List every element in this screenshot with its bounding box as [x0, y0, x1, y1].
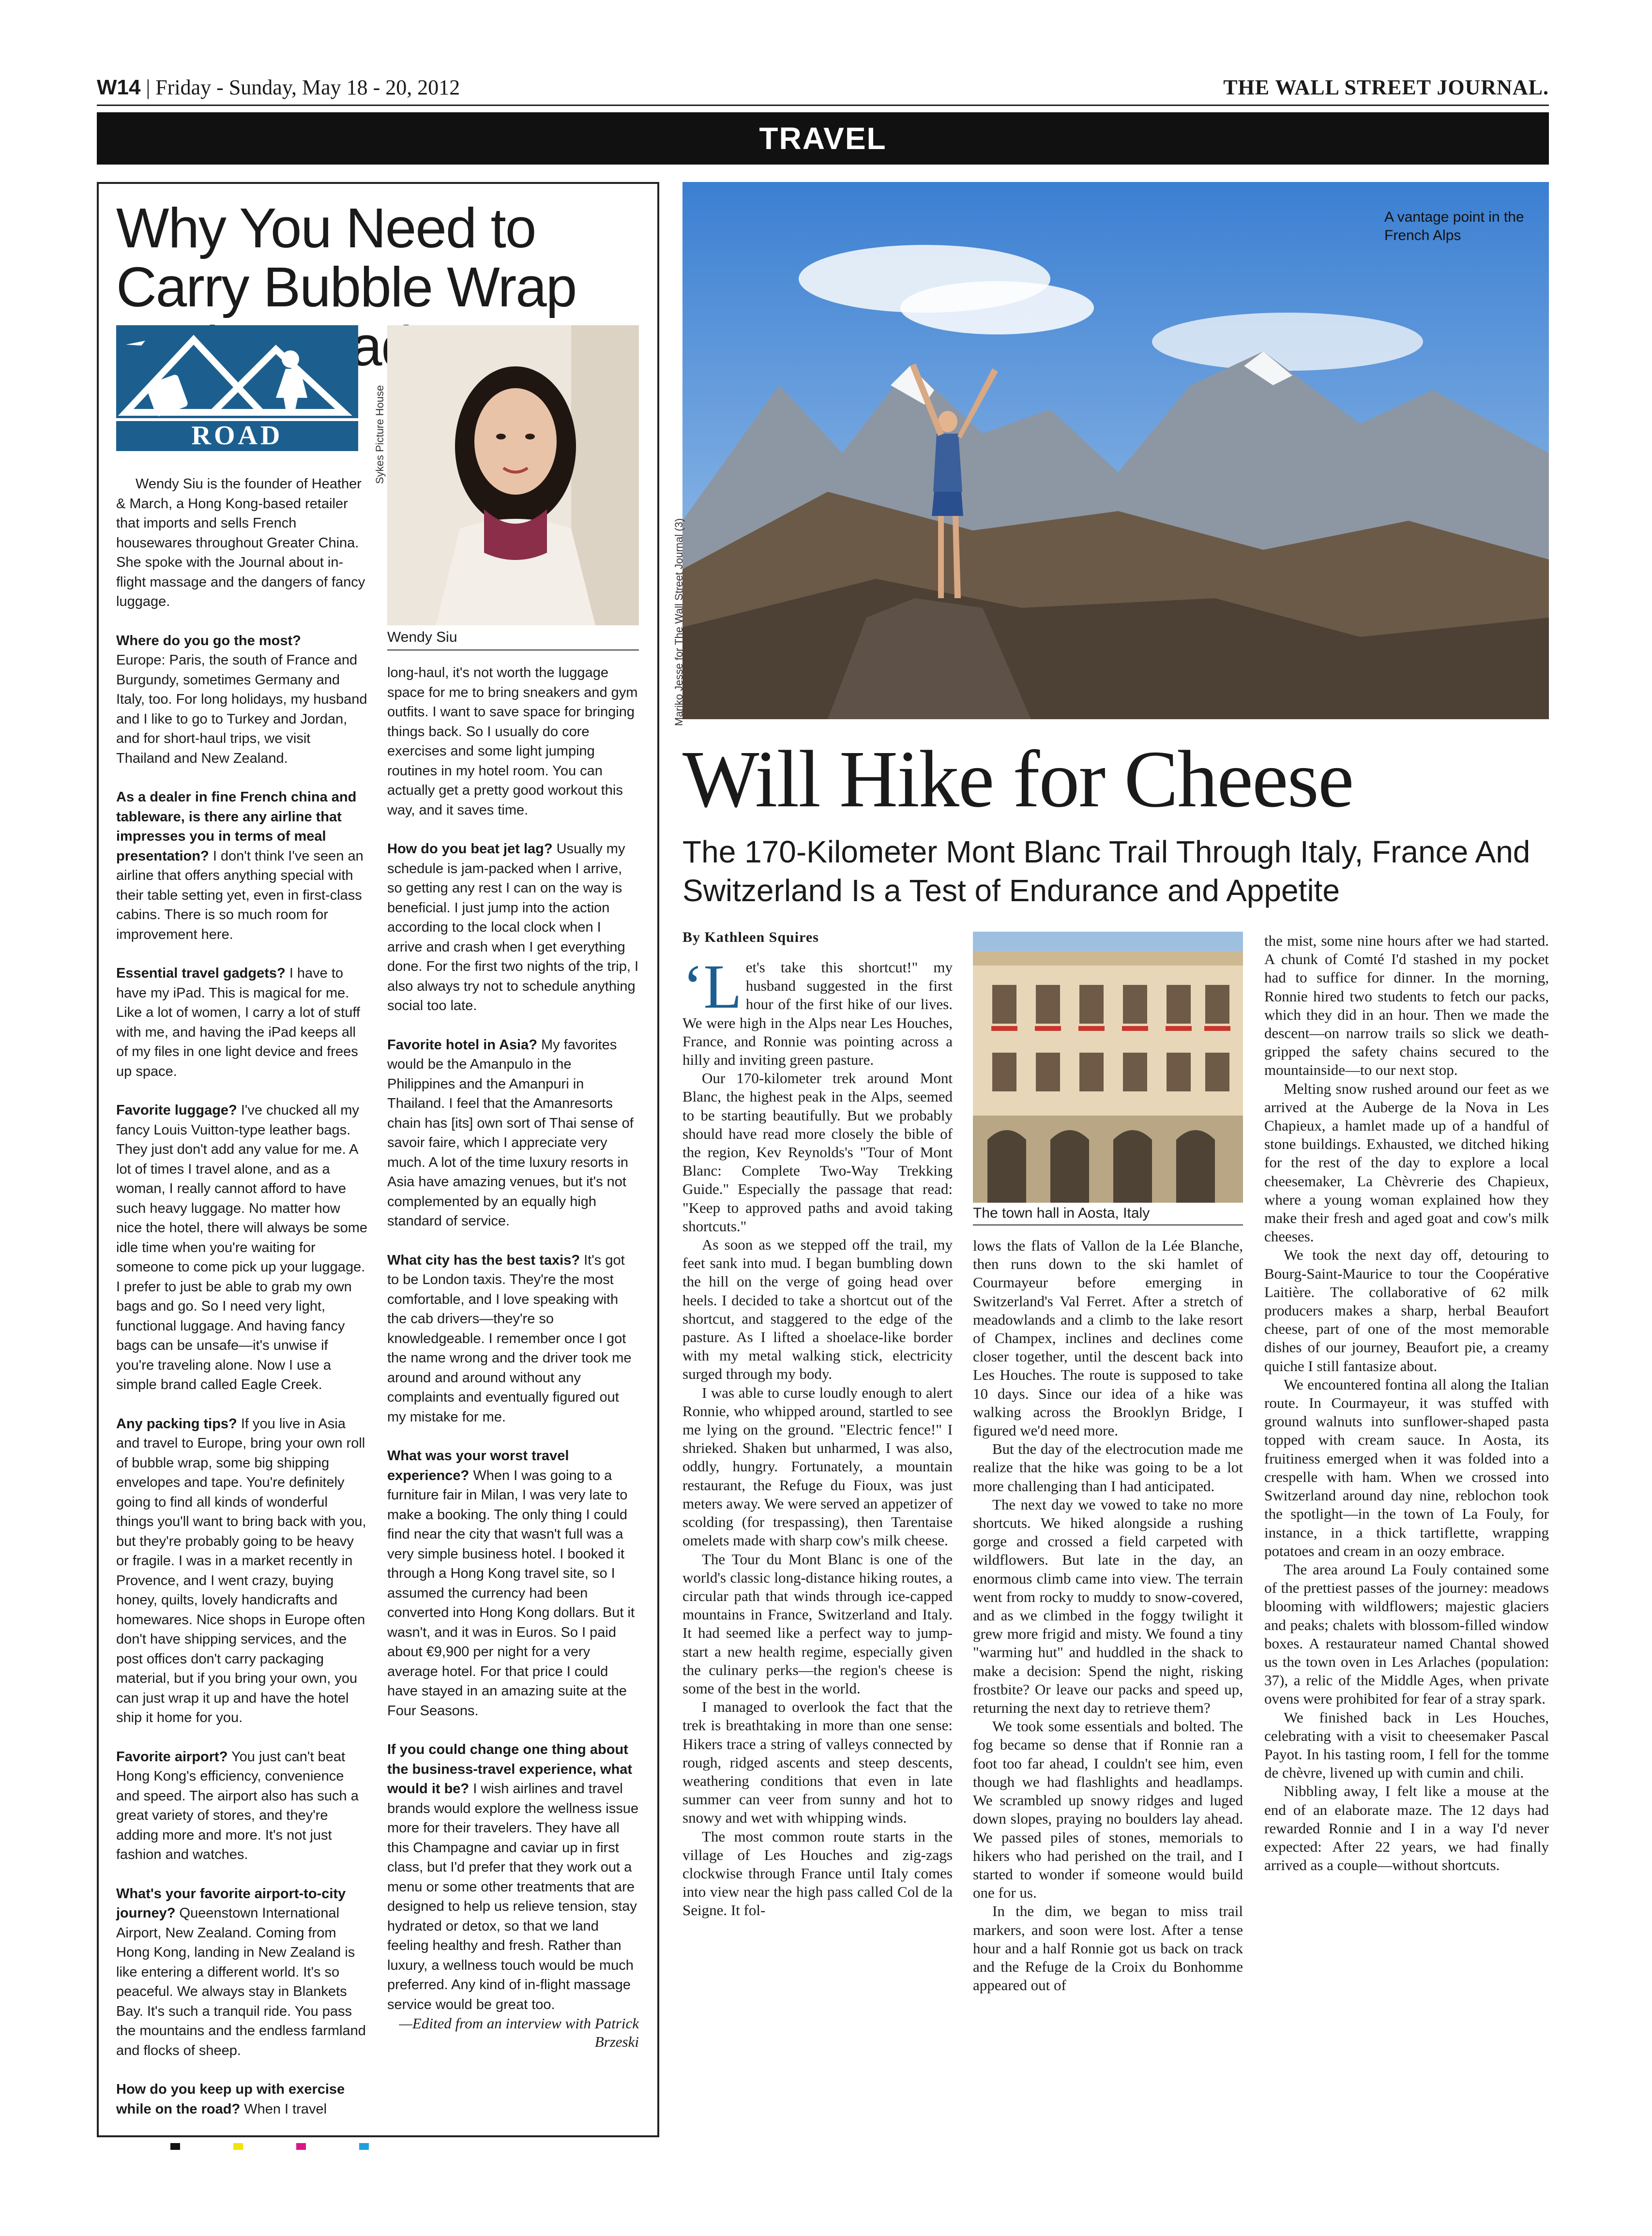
- road-warrior-label: ROAD WARRIOR: [116, 418, 358, 451]
- qa-item: Favorite airport? You just can't beat Hong Kong's efficiency, convenience and speed. The airport also has such a great variety of stores, and they're adding more and more. It's not just fashion and watches.: [116, 1749, 359, 1862]
- qa-continuation: long-haul, it's not worth the luggage space for me to bring sneakers and gym outfits. I want to save space for bringing things back. So I usually do core exercises and some light jumping routines in my hotel room. You can actually get a pretty good workout this way, and it saves time.: [387, 665, 638, 818]
- article-column-2: [973, 1237, 1243, 1994]
- qa-item: If you could change one thing about the business-travel experience, what would it be? I wish airlines and travel brands would explore the wellness issue more for their travelers. They have all this Champagne and caviar up in first class, but I'd prefer that they work out a menu or some other treatments that are designed to help us relieve tension, stay hydrated or detox, so that we land feeling healthy and fresh. Rather than luxury, a wellness touch would be much preferred. Any kind of in-flight massage service would be great too.: [387, 1742, 639, 2012]
- registration-mark: [296, 2143, 306, 2150]
- article-paragraph: Melting snow rushed around our feet as we arrived at the Auberge de la Nova in Les Chapieux, a hamlet made up of a handful of stone buildings. Exhausted, we ditched hiking for the rest of the day to explore a local cheesemaker, La Chèvrerie des Chapieux, where a young woman explained how they make their fresh and aged goat and cow's milk cheeses.: [1264, 1080, 1549, 1245]
- qa-item: Favorite luggage? I've chucked all my fancy Louis Vuitton-type leather bags. They just don't add any value for me. A lot of times I travel alone, and as a woman, I really cannot afford to have such heavy luggage. No matter how nice the hotel, there will always be some idle time when you're waiting for someone to come pick up your luggage. I prefer to just be able to grab my own bags and go. So I need very light, functional luggage. And having fancy bags can be unsafe—it's unwise if you're traveling alone. Now I use a simple brand called Eagle Creek.: [116, 1103, 368, 1392]
- article-paragraph: Our 170-kilometer trek around Mont Blanc, the highest peak in the Alps, seemed to be starting beautifully. But we probably should have read more closely the bible of the region, Kev Reynolds's "Tour of Mont Blanc: Complete Two-Way Trekking Guide." Especially the passage that read: "Keep to approved paths and avoid taking shortcuts.": [682, 1070, 953, 1235]
- article-paragraph: The area around La Fouly contained some of the prettiest passes of the journey: meadows blooming with wildflowers; majestic glaciers and peaks; chalets with blossom-filled window boxes. A restaurateur named Chantal showed us the town oven in Les Arlaches (population: 37), a relic of the Middle Ages, when private ovens were prohibited for fear of a stray spark.: [1264, 1560, 1549, 1707]
- hero-photo: [682, 182, 1549, 719]
- qa-item: How do you beat jet lag? Usually my schedule is jam-packed when I arrive, so getting any rest I can on the way is beneficial. I just jump into the action according to the local clock when I arrive and crash when I get everything done. For the first two nights of the trip, I also always try not to schedule anything social too late.: [387, 841, 639, 1013]
- article-column-1: ‘Let's take this shortcut!" my husband suggested in the first hour of the first hike of our lives. We were high in the Alps near Les Houches, France, and Ronnie was pointing across a hilly and inviting green pasture. Our 170-kilometer trek around Mont Blanc, the highest peak in the Alps, seemed to be starting beautifully. But we probably should have read more closely the bible of the region, Kev Reynolds's "Tour of Mont Blanc: Complete Two-Way Trekking Guide." Especially the passage that read: "Keep to approved paths and avoid taking shortcuts." As soon as we stepped off the trail, my feet sank into mud. I began bumbling down the hill on the verge of going head over heels. I decided to take a shortcut out of the shortcut, and staggered to the edge of the pasture. As I lifted a shoelace-like border with my metal walking stick, electricity surged through my body. I was able to curse loudly enough to alert Ronnie, who whipped around, startled to see me lying on the ground. "Electric fence!" I shrieked. Shaken but unharmed, I was also, oddly, hungry. Fortunately, a mountain restaurant, the Refuge du Fioux, was just meters away. We were served an appetizer of scolding (for trespassing), then Tarentaise omelets made with sharp cow's milk cheese. The Tour du Mont Blanc is one of the world's classic long-distance hiking routes, a circular path that winds through ice-capped mountains in France, Switzerland and Italy. It had seemed like a perfect way to jump-start a new health regime, especially given the culinary perks—the region's cheese is some of the best in the world. I managed to overlook the fact that the trek is breathtaking in more than one sense: Hikers trace a string of valleys connected by rough, ridged ascents and steep descents, weathering conditions that even in late summer can veer from sunny and hot to snowy and wet with whipping winds. The most common route starts in the village of Les Houches and zig-zags clockwise through France until Italy comes into view near the high pass called Col de la Seigne. It fol-: [682, 958, 953, 1920]
- photo-caption: Wendy Siu: [387, 629, 639, 650]
- article-paragraph: The next day we vowed to take no more shortcuts. We hiked alongside a rushing gorge and crossed a field carpeted with wildflowers. But late in the day, an enormous climb came into view. The terrain went from rocky to muddy to snow-covered, and as we climbed in the foggy twilight it grew more frigid and misty. We found a tiny "warming hut" and huddled in the shack to make a decision: Spend the night, risking frostbite? Or leave our packs and speed up, returning the next day to retrieve them?: [973, 1496, 1243, 1717]
- article-paragraph: Nibbling away, I felt like a mouse at the end of an elaborate maze. The 12 days had rewarded Ronnie and I in a way I'd never expected: After 22 years, we had finally arrived as a couple—without shortcuts.: [1264, 1783, 1549, 1874]
- registration-mark: [359, 2143, 369, 2150]
- article-paragraph: We finished back in Les Houches, celebrating with a visit to cheesemaker Pascal Payot. In his tasting room, I fell for the tomme de chèvre, livened up with cumin and chili.: [1264, 1708, 1549, 1782]
- registration-mark: [170, 2143, 180, 2150]
- folio-date: W14 | Friday - Sunday, May 18 - 20, 2012: [97, 76, 460, 99]
- feature-deck: The 170-Kilometer Mont Blanc Trail Through Italy, France And Switzerland Is a Test of Endurance and Appetite: [682, 834, 1531, 908]
- registration-mark: [233, 2143, 243, 2150]
- article-paragraph: In the dim, we began to miss trail markers, and soon were lost. After a tense hour and a half Ronnie got us back on track and the Refuge de la Croix du Bonhomme appeared out of: [973, 1903, 1243, 1994]
- article-paragraph: We took the next day off, detouring to Bourg-Saint-Maurice to tour the Coopérative Laitière. The collaborative of 62 milk producers makes a sharp, herbal Beaufort cheese, part of one of the most memorable dishes of our journey, Beaufort pie, a creamy quiche I still fantasize about.: [1264, 1246, 1549, 1375]
- traveler-icon: [116, 325, 358, 418]
- qa-item: What was your worst travel experience? When I was going to a furniture fair in Milan, I was very late to make a booking. The only thing I could find near the city that wasn't full was a very simple business hotel. I booked it through a Hong Kong travel site, so I assumed the currency had been converted into Hong Kong dollars. But it wasn't, and it was in Euros. So I paid about €9,900 per night for a very average hotel. For that price I could have stayed in an amazing suite at the Four Seasons.: [387, 1448, 635, 1719]
- signoff: —Edited from an interview with Patrick Brzeski: [399, 2015, 639, 2050]
- sidebar-column-2: [387, 663, 639, 2051]
- qa-item: Any packing tips? If you live in Asia and travel to Europe, bring your own roll of bubble wrap, some big shipping envelopes and tape. You're definitely going to find all kinds of wonderful things you'll want to bring back with you, but they're probably going to be heavy or fragile. I was in a market recently in Provence, and I went crazy, buying honey, quilts, lovely handicrafts and homewares. Nice shops in Europe often don't have shipping services, and the post offices don't carry packaging material, but if you bring your own, you can just wrap it up and have the hotel ship it home for you.: [116, 1416, 366, 1725]
- article-paragraph: But the day of the electrocution made me realize that the hike was going to be a lot more challenging than I had anticipated.: [973, 1440, 1243, 1495]
- hero-photo-credit: Mariko Jesse for The Wall Street Journal (3): [673, 518, 685, 726]
- section-header: TRAVEL: [97, 112, 1549, 165]
- hero-caption: A vantage point in the French Alps: [1384, 209, 1524, 243]
- qa-item: Essential travel gadgets? I have to have my iPad. This is magical for me. Like a lot of women, I carry a lot of stuff with me, and having the iPad keeps all of my files in one light device and frees up space.: [116, 966, 360, 1079]
- article-column-3: [1264, 932, 1549, 1874]
- photo-credit: Sykes Picture House: [374, 385, 386, 484]
- masthead-name: THE WALL STREET JOURNAL.: [1223, 76, 1549, 99]
- qa-item: How do you keep up with exercise while on the road? When I travel: [116, 2082, 345, 2117]
- feature-headline: Will Hike for Cheese: [682, 734, 1353, 824]
- top-rule: [97, 105, 1549, 106]
- townhall-caption: The town hall in Aosta, Italy: [973, 1205, 1243, 1225]
- qa-item: As a dealer in fine French china and tableware, is there any airline that impresses you in terms of meal presentation? I don't think I've seen an airline that offers anything special with their table setting yet, even in first-class cabins. There is so much room for improvement here.: [116, 789, 364, 942]
- article-paragraph: I was able to curse loudly enough to alert Ronnie, who whipped around, startled to see me lying on the ground. "Electric fence!" I shrieked. Shaken but unharmed, I was also, oddly, hungry. Fortunately, a mountain restaurant, the Refuge du Fioux, was just meters away. We were served an appetizer of scolding (for trespassing), then Tarentaise omelets made with sharp cow's milk cheese.: [682, 1384, 953, 1549]
- qa-item: Where do you go the most? Europe: Paris, the south of France and Burgundy, sometimes Germany and Italy, too. For long holidays, my husband and I like to go to Turkey and Jordan, and for short-haul trips, we visit Thailand and New Zealand.: [116, 633, 367, 766]
- qa-item: What city has the best taxis? It's got to be London taxis. They're the most comfortable, and I love speaking with the cab drivers—they're so knowledgeable. I remember once I got the name wrong and the driver took me around and around without any complaints and eventually figured out my mistake for me.: [387, 1252, 632, 1425]
- article-paragraph: the mist, some nine hours after we had started. A chunk of Comté I'd stashed in my pocket had to suffice for dinner. In the morning, Ronnie hired two students to fetch our packs, which they did in an hour. Then we made the descent—on narrow trails so slick we death-gripped the safety chains secured to the mountainside—to our next stop.: [1264, 932, 1549, 1079]
- article-paragraph: The Tour du Mont Blanc is one of the world's classic long-distance hiking routes, a circular path that winds through ice-capped mountains in France, Switzerland and Italy. It had seemed like a perfect way to jump-start a new health regime, especially given the culinary perks—the region's cheese is some of the best in the world.: [682, 1550, 953, 1697]
- portrait-photo: [387, 325, 639, 625]
- townhall-photo: [973, 932, 1243, 1203]
- article-paragraph: lows the flats of Vallon de la Lée Blanche, then runs down to the ski hamlet of Courmayeur before emerging in Switzerland's Val Ferret. After a stretch of meadowlands and a climb to the lake resort of Champex, inclines and declines come closer together, until the descent back into Les Houches. The route is supposed to take 10 days. Since our idea of a hike was walking across the Brooklyn Bridge, I figured we'd need more.: [973, 1237, 1243, 1439]
- article-paragraph: We encountered fontina all along the Italian route. In Courmayeur, it was stuffed with ground walnuts into sunflower-shaped pasta topped with cream sauce. In Aosta, its fruitiness emerged when it was folded into a crespelle with ham. When we crossed into Switzerland around day nine, reblochon took the spotlight—in the town of La Fouly, for instance, in a thick tartiflette, wrapping potatoes and cream in an oozy embrace.: [1264, 1375, 1549, 1559]
- sidebar-title: Why You Need to Carry Bubble Wrap: [116, 196, 576, 318]
- sidebar-column-1: [116, 474, 368, 2138]
- sidebar-intro: Wendy Siu is the founder of Heather & March, a Hong Kong-based retailer that imports and sells French housewares throughout Greater China. She spoke with the Journal about in-flight massage and the dangers of fancy luggage.: [116, 476, 365, 609]
- qa-item: What's your favorite airport-to-city journey? Queenstown International Airport, New Zealand. Coming from Hong Kong, landing in New Zealand is like entering a different world. It's so peaceful. We always stay in Blankets Bay. It's such a tranquil ride. You pass the mountains and the endless farmland and flocks of sheep.: [116, 1886, 366, 2058]
- article-paragraph: We took some essentials and bolted. The fog became so dense that if Ronnie ran a foot too far ahead, I couldn't see him, even though we had flashlights and headlamps. We scrambled up snowy ridges and luged down slopes, praying no boulders lay ahead. We passed piles of stones, memorials to hikers who had perished on the trail, and I started to wonder if someone would build one for us.: [973, 1718, 1243, 1902]
- byline: By Kathleen Squires: [682, 929, 819, 945]
- drop-cap: ‘L: [682, 952, 742, 1022]
- article-paragraph: As soon as we stepped off the trail, my feet sank into mud. I began bumbling down the hill on the verge of going head over heels. I decided to take a shortcut out of the shortcut, and staggered to the edge of the pasture. As I lifted a shoelace-like border with my metal walking stick, electricity surged through my body.: [682, 1236, 953, 1383]
- article-paragraph: I managed to overlook the fact that the trek is breathtaking in more than one sense: Hikers trace a string of valleys connected by rough, ridged ascents and steep descents, weathering conditions that even in late summer can veer from sunny and hot to snowy and wet with whipping winds.: [682, 1698, 953, 1827]
- article-paragraph: The most common route starts in the village of Les Houches and zig-zags clockwise through France until Italy comes into view near the high pass called Col de la Seigne. It fol-: [682, 1828, 953, 1919]
- qa-item: Favorite hotel in Asia? My favorites would be the Amanpulo in the Philippines and the Amanpuri in Thailand. I feel that the Amanresorts chain has [its] own sort of Thai sense of savoir faire, which I appreciate very much. A lot of the time luxury resorts in Asia have amazing venues, but it's not complemented by an equally high standard of service.: [387, 1037, 634, 1229]
